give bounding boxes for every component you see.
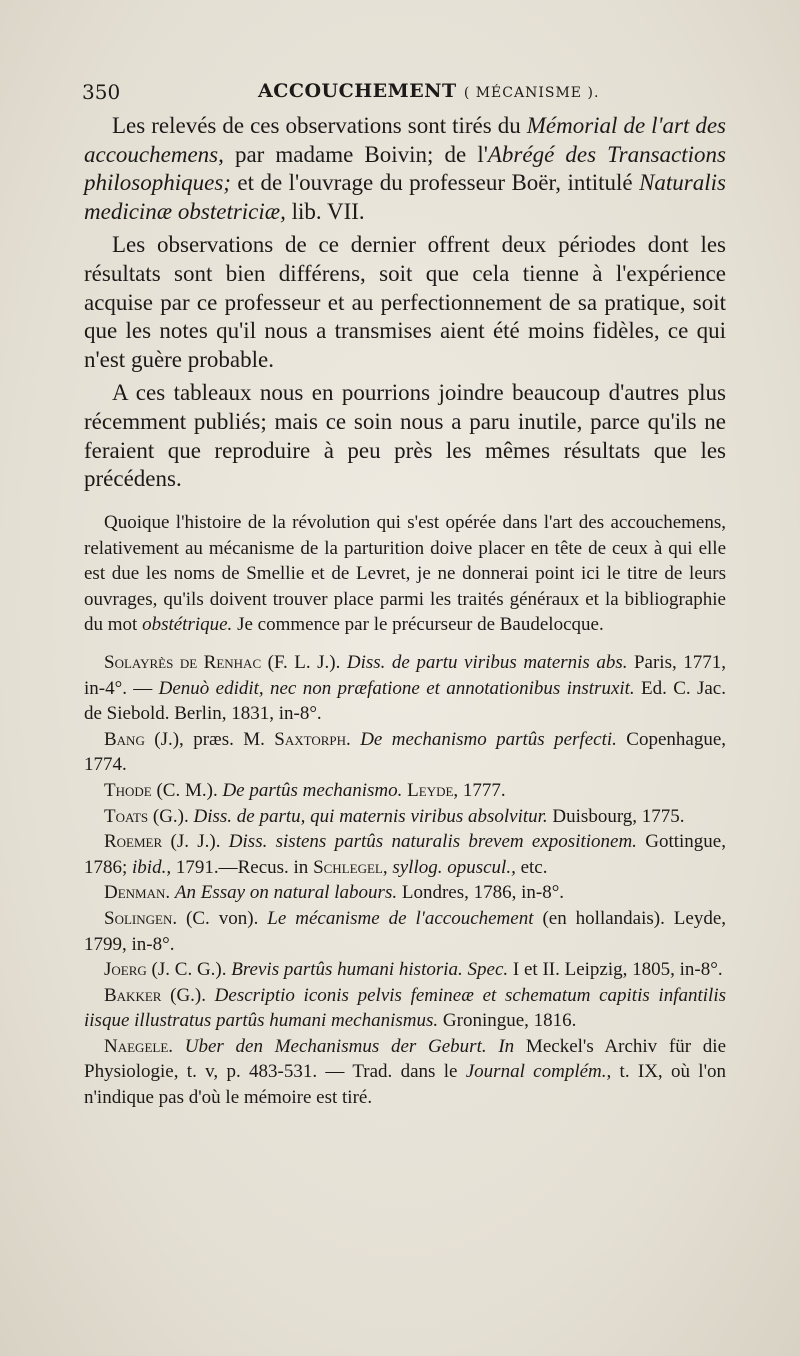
italic-text: Denuò edidit, nec non præfatione et annotationibus instruxit. [158,677,635,699]
bibliography-section [84,510,726,1111]
text-run: (J. C. G.). [146,959,232,981]
text-run: Meckel's Archiv für die Physiologie, t. v, p. 483-531. — Trad. dans le [84,1035,727,1083]
paragraph [84,231,726,374]
section-title-text: ACCOUCHEMENT [258,80,457,102]
text-run: t. IX, où l'on n'indique pas d'où le mémoire est tiré. [84,1061,726,1109]
reference-list [84,650,726,1111]
italic-text: Abrégé des Transactions philosophiques; [84,141,726,196]
italic-text: De mechanismo partûs perfecti. [360,728,617,750]
italic-text: Mémorial de l'art des accouchemens, [84,113,727,167]
author-name: Joerg [104,959,147,981]
author-name: Roemer [104,831,163,853]
author-name: Thode [104,779,152,801]
author-name: Denman. [104,882,171,904]
italic-text: Diss. de partu, qui maternis viribus absolvitur. [193,805,548,827]
italic-text: Brevis partûs humani historia. Spec. [231,959,509,981]
text-run: etc. [515,856,548,878]
text-run: (C. M.). [151,779,223,801]
text-run: 1791.—Recus. in [171,856,314,878]
author-name: Toats [104,805,149,827]
text-run: (G.). [148,805,194,827]
text-run: Paris, 1771, in-4°. — [84,651,726,699]
italic-text: An Essay on natural labours. [174,882,398,904]
italic-text: Naturalis medicinæ obstetriciæ, [84,170,726,224]
italic-text: ibid., [132,856,172,878]
author-name: Solingen. [104,907,178,929]
reference-item [84,880,726,906]
text-run: Copenhague, 1774. [84,728,726,776]
text-run: (G.). [161,984,215,1006]
text-run: Groningue, 1816. [438,1010,577,1032]
italic-text: Journal complém., [465,1061,612,1083]
text-run: (C. von). [177,907,268,929]
reference-item [84,829,726,880]
reference-item [84,778,726,804]
italic-text: syllog. opuscul., [392,856,516,878]
text-run: Duisbourg, 1775. [547,805,685,827]
text-run: (J.), præs. M. [144,728,275,750]
text-run [487,1036,499,1057]
paragraph [84,379,726,493]
text-run: (en hollandais). Leyde, 1799, in-8°. [84,907,727,955]
text-run: Londres, 1786, in-8°. [397,882,565,904]
text-run: 1777. [458,779,506,801]
italic-text: Diss. sistens partûs naturalis brevem expositionem. [228,831,637,853]
text-run [173,1036,185,1057]
reference-item [84,727,726,778]
text-run: Gottingue, 1786; [84,831,726,878]
text-run: par madame Boivin; de l' [223,141,488,167]
author-name: Leyde, [407,779,459,801]
section-subtitle: ( MÉCANISME ). [463,85,600,101]
text-run: et de l'ouvrage du professeur Boër, intitulé [230,170,640,196]
reference-item [84,650,726,727]
author-name: Bang [104,728,145,750]
text-run: Les observations de ce dernier offrent deux périodes dont les résultats sont bien différens, soit que cela tienne à l'expérience acquise par ce professeur et au perfectionnement de sa pratique, soit que les notes qu'il nous a transmises aient été moins fidèles, ce qui n'est guère probable. [84,232,726,372]
text-run: Les relevés de ces observations sont tirés du [112,113,527,138]
author-name: Bakker [104,984,162,1006]
text-run: Je commence par le précurseur de Baudelocque. [232,614,604,636]
reference-item [84,906,726,957]
text-run: Ed. C. Jac. de Siebold. Berlin, 1831, in-8°. [84,677,726,725]
reference-item [84,957,726,983]
page-number: 350 [82,80,121,104]
italic-text: Descriptio iconis pelvis femineæ et schematum capitis infantilis iisque illustratus partûs humani mechanismus. [84,984,726,1032]
text-run [351,729,360,750]
italic-text: In [498,1035,515,1057]
text-run: lib. VII. [285,198,365,224]
text-run: I et II. Leipzig, 1805, in-8°. [508,959,723,981]
italic-text: De partûs mechanismo. [222,779,403,801]
author-name: Schlegel, [313,856,388,878]
italic-text: Diss. de partu viribus maternis abs. [346,651,628,673]
italic-text: obstétrique. [142,614,233,636]
reference-item [84,983,726,1034]
text-run: (F. L. J.). [261,651,347,673]
running-head [82,80,722,110]
text-run: (J. J.). [162,831,229,853]
main-text [84,112,726,499]
italic-text: Le mécanisme de l'accouchement [267,907,534,929]
author-name: Naegele. [104,1035,174,1057]
reference-item [84,804,726,830]
author-name: Saxtorph. [274,728,351,750]
bibliography-intro [84,510,726,638]
text-run: Quoique l'histoire de la révolution qui s'est opérée dans l'art des accouchemens, relativement au mécanisme de la parturition doive placer en tête de ceux à qui elle est due les noms de Smellie et de Levret, je ne donnerai point ici le titre de leurs ouvrages, qu'ils doivent trouver place parmi les traités généraux et la bibliographie du mot [84,512,726,636]
paragraph [84,112,726,226]
reference-item [84,1034,726,1111]
text-run: A ces tableaux nous en pourrions joindre beaucoup d'autres plus récemment publiés; mais ce soin nous a paru inutile, parce qu'ils ne feraient que reproduire à peu près les mêmes résultats que les précédens. [84,380,726,492]
author-name: Solayrès de Renhac [104,651,262,673]
italic-text: Uber den Mechanismus der Geburt. [184,1035,487,1057]
section-title [258,80,599,102]
